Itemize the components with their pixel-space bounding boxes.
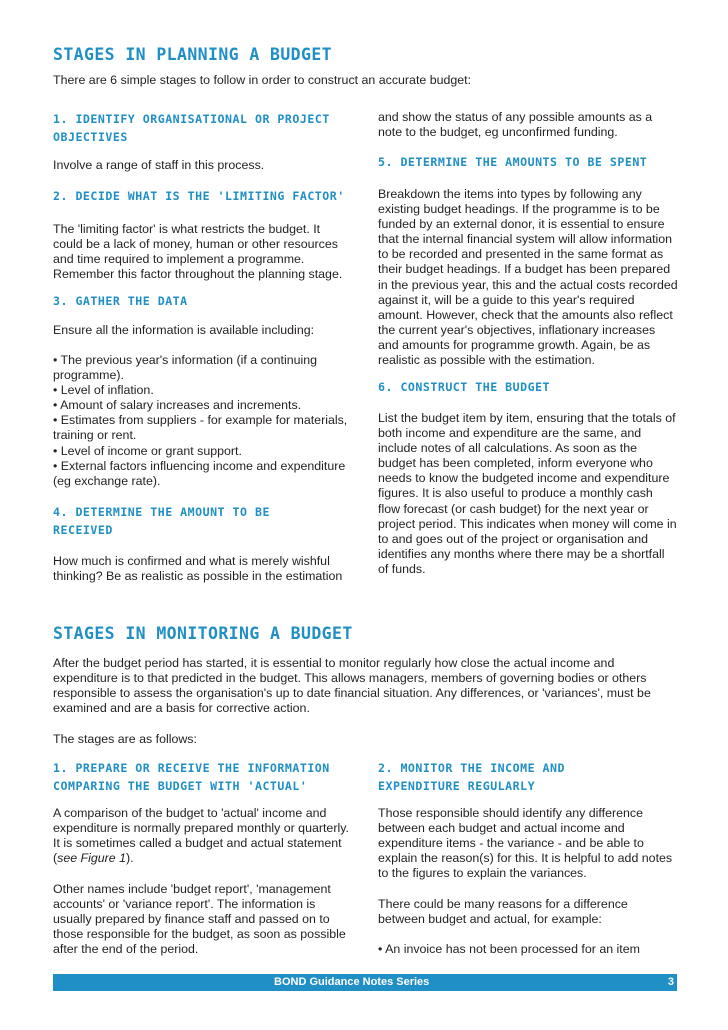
stage-6-text: List the budget item by item, ensuring that the totals of both income and expenditure are the same, and include notes of all calculations. As soon as the budget has been completed, inform everyone who needs to know the budgeted income and expenditure figures. It is also useful to produce a monthly cash flow forecast (or cash budget) for the next year or project period. This indicates when money will come in to and goes out of the project or organisation and identifies any months where there may be a shortfall of funds.	[378, 411, 677, 576]
stage-4-heading: 4. DETERMINE THE AMOUNT TO BE RECEIVED	[53, 505, 270, 537]
monitor-1-text-2: Other names include 'budget report', 'management accounts' or 'variance report'. The information is usually prepared by finance staff and passed on to those responsible for the budget, as soon as possible after the end of the period.	[53, 882, 346, 957]
monitor-2-bullet: • An invoice has not been processed for an item	[378, 942, 640, 956]
stage-1-text: Involve a range of staff in this process.	[53, 158, 265, 172]
stage-1-heading: 1. IDENTIFY ORGANISATIONAL OR PROJECT OBJECTIVES	[53, 112, 330, 144]
planning-intro: There are 6 simple stages to follow in order to construct an accurate budget:	[53, 73, 472, 87]
monitor-1-text-a: A comparison of the budget to 'actual' income and expenditure is normally prepared monthly or quarterly. It is sometimes called a budget and actual statement (	[53, 806, 349, 866]
stage-3-heading: 3. GATHER THE DATA	[53, 294, 188, 308]
list-item: • The previous year's information (if a continuing programme).	[53, 353, 318, 383]
monitoring-title: STAGES IN MONITORING A BUDGET	[53, 624, 353, 643]
list-item: • Estimates from suppliers - for example for materials, training or rent.	[53, 413, 348, 443]
footer-series-title: BOND Guidance Notes Series	[274, 976, 430, 988]
monitoring-intro: After the budget period has started, it is essential to monitor regularly how close the actual income and expenditure is to that predicted in the budget. This allows managers, members of governing bodies or others responsible to assess the organisation's up to date financial situation. Any differences, or 'variances', must be examined and are a basis for corrective action.	[53, 656, 651, 716]
stage-5-heading: 5. DETERMINE THE AMOUNTS TO BE SPENT	[378, 155, 648, 169]
stage-5-text: Breakdown the items into types by following any existing budget headings. If the programme is to be funded by an external donor, it is essential to ensure that the internal financial system will allow information to be recorded and presented in the same format as their budget headings. If a budget has been prepared in the previous year, this and the actual costs recorded against it, will be a guide to this year's required amount. However, check that the amounts also reflect the current year's objectives, inflationary increases and amounts for programme growth. Again, be as realistic as possible with the estimation.	[378, 187, 678, 368]
stage-4-text: How much is confirmed and what is merely wishful thinking? Be as realistic as possible in the estimation	[53, 554, 343, 584]
list-item: • Amount of salary increases and increments.	[53, 398, 302, 413]
list-item: • External factors influencing income and expenditure (eg exchange rate).	[53, 458, 346, 488]
stage-2-heading: 2. DECIDE WHAT IS THE 'LIMITING FACTOR'	[53, 189, 345, 203]
planning-title: STAGES IN PLANNING A BUDGET	[53, 45, 333, 64]
stage-3-text: Ensure all the information is available including:	[53, 323, 315, 337]
page-number: 3	[667, 976, 674, 988]
figure-reference: see Figure 1	[57, 851, 127, 866]
monitor-1-text	[53, 806, 353, 866]
monitor-1-heading: 1. PREPARE OR RECEIVE THE INFORMATION COMPARING THE BUDGET WITH 'ACTUAL'	[53, 761, 330, 793]
stage-6-heading: 6. CONSTRUCT THE BUDGET	[378, 380, 551, 394]
monitor-1-text-b: ).	[126, 851, 134, 866]
monitor-2-heading: 2. MONITOR THE INCOME AND EXPENDITURE REGULARLY	[378, 761, 566, 793]
list-item: • Level of income or grant support.	[53, 443, 242, 458]
stage-4-text-continued: and show the status of any possible amounts as a note to the budget, eg unconfirmed funding.	[378, 110, 653, 140]
monitoring-stages-label: The stages are as follows:	[53, 732, 197, 746]
monitor-2-text: Those responsible should identify any difference between each budget and actual income and expenditure items - the variance - and be able to explain the reason(s) for this. It is helpful to add notes to the figures to explain the variances.	[378, 806, 673, 881]
stage-2-text: The 'limiting factor' is what restricts the budget. It could be a lack of money, human or other resources and time required to implement a programme. Remember this factor throughout the planning stage.	[53, 222, 343, 282]
list-item: • Level of inflation.	[53, 383, 154, 398]
monitor-2-text-2: There could be many reasons for a difference between budget and actual, for example:	[378, 897, 628, 927]
stage-3-bullet-list	[53, 353, 353, 489]
footer-bar	[53, 974, 677, 991]
